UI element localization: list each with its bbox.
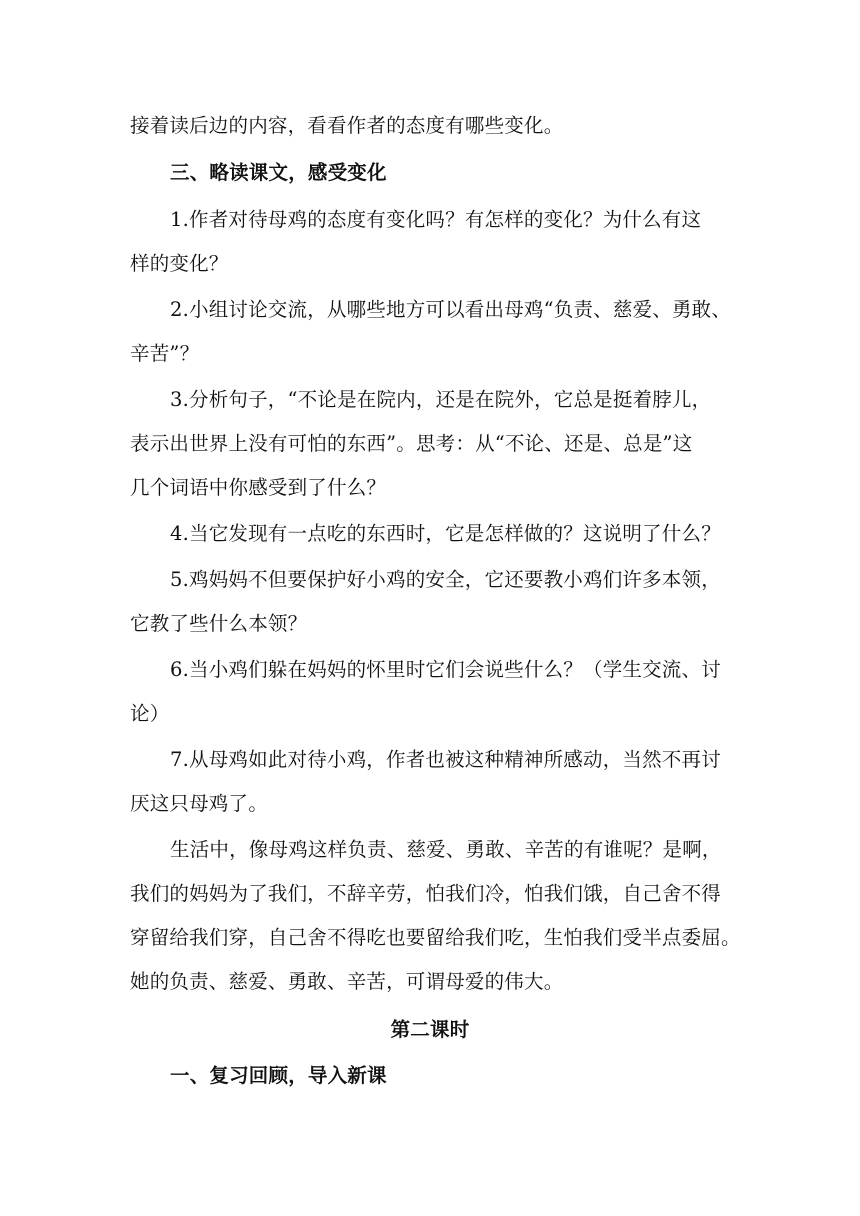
summary-line-3: 穿留给我们穿，自己舍不得吃也要留给我们吃，生怕我们受半点委屈。 bbox=[130, 926, 741, 949]
question-3-line-2: 表示出世界上没有可怕的东西”。思考：从“不论、还是、总是”这 bbox=[130, 432, 693, 455]
section-heading-review: 一、复习回顾，导入新课 bbox=[170, 1064, 387, 1087]
question-1-line-2: 样的变化？ bbox=[130, 252, 229, 275]
question-3-line-3: 几个词语中你感受到了什么？ bbox=[130, 476, 387, 499]
question-1-line-1: 1.作者对待母鸡的态度有变化吗？有怎样的变化？为什么有这 bbox=[170, 208, 702, 231]
question-7-line-1: 7.从母鸡如此对待小鸡，作者也被这种精神所感动，当然不再讨 bbox=[170, 748, 721, 771]
question-7-line-2: 厌这只母鸡了。 bbox=[130, 792, 268, 815]
summary-line-1: 生活中，像母鸡这样负责、慈爱、勇敢、辛苦的有谁呢？是啊， bbox=[170, 838, 722, 861]
paragraph-line: 接着读后边的内容，看看作者的态度有哪些变化。 bbox=[130, 114, 564, 137]
lesson-title: 第二课时 bbox=[390, 1018, 470, 1041]
question-5-line-1: 5.鸡妈妈不但要保护好小鸡的安全，它还要教小鸡们许多本领， bbox=[170, 568, 721, 591]
section-heading: 三、略读课文，感受变化 bbox=[170, 161, 387, 184]
question-4-line-1: 4.当它发现有一点吃的东西时，它是怎样做的？这说明了什么？ bbox=[170, 522, 721, 545]
summary-line-2: 我们的妈妈为了我们，不辞辛劳，怕我们冷，怕我们饿，自己舍不得 bbox=[130, 882, 722, 905]
question-3-line-1: 3.分析句子，“不论是在院内，还是在院外，它总是挺着脖儿， bbox=[170, 388, 712, 411]
question-2-line-2: 辛苦”？ bbox=[130, 342, 200, 365]
question-5-line-2: 它教了些什么本领？ bbox=[130, 612, 308, 635]
summary-line-4: 她的负责、慈爱、勇敢、辛苦，可谓母爱的伟大。 bbox=[130, 970, 564, 993]
question-6-line-2: 论） bbox=[130, 702, 170, 725]
question-6-line-1: 6.当小鸡们躲在妈妈的怀里时它们会说些什么？（学生交流、讨 bbox=[170, 658, 721, 681]
question-2-line-1: 2.小组讨论交流，从哪些地方可以看出母鸡“负责、慈爱、勇敢、 bbox=[170, 298, 732, 321]
